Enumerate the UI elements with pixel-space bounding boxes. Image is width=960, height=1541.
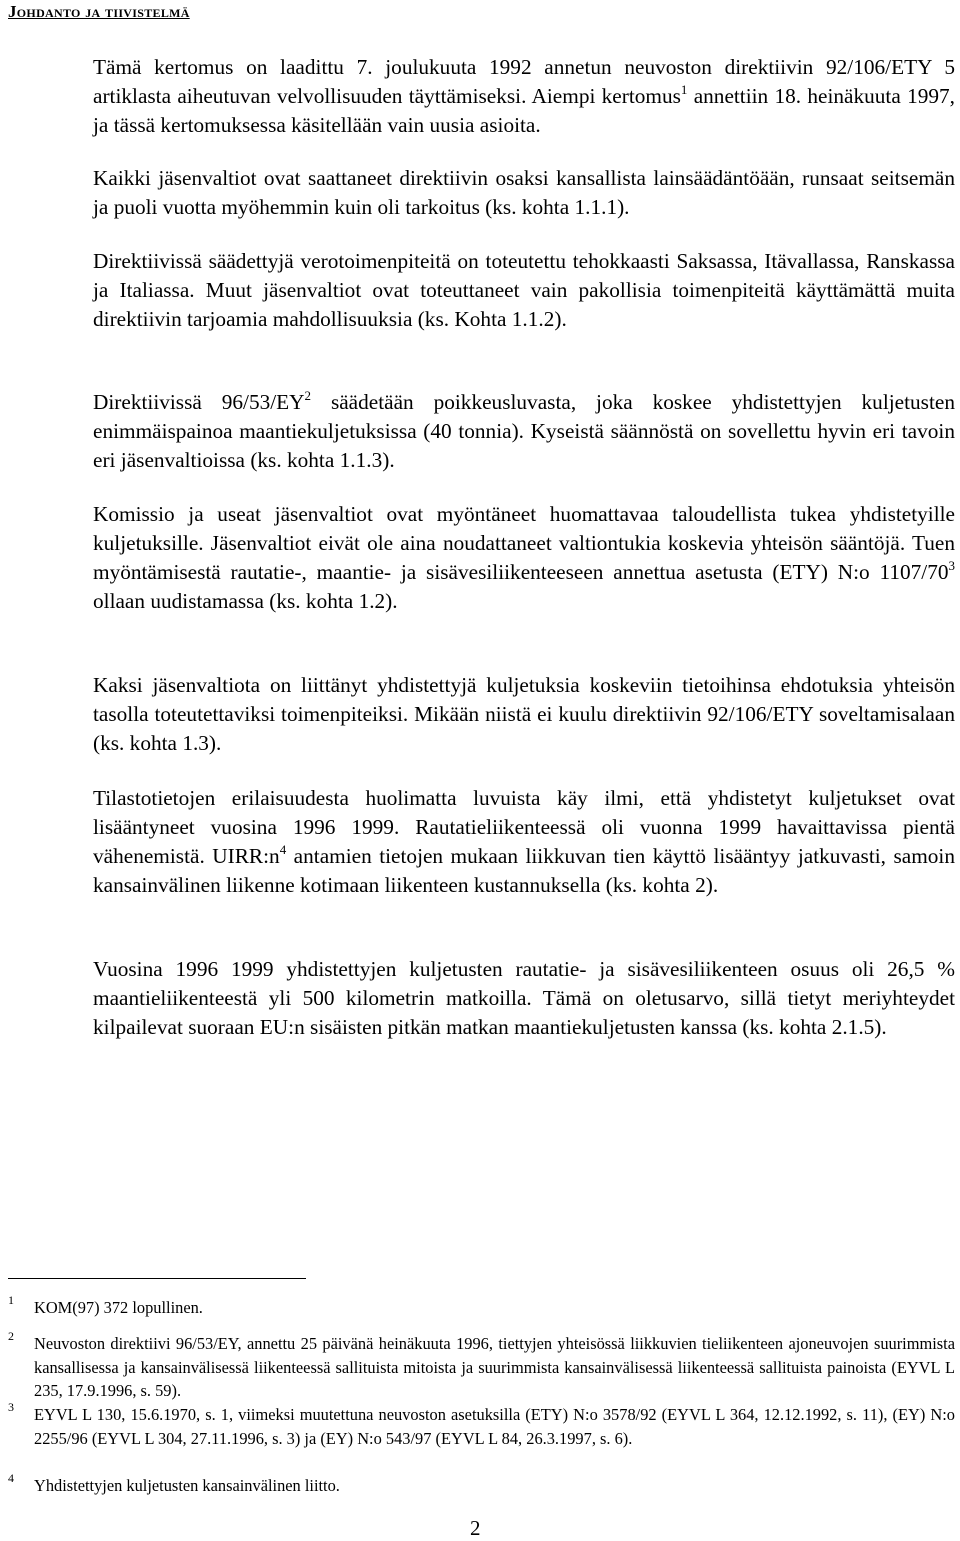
footnote [8, 1400, 955, 1450]
paragraph-weight-derogation: Direktiivissä $96/53/EY^2$ säädetään poikkeusluvasta, joka koskee yhdistettyjen kuljetusten enimmäispainoa maantiekuljetuksissa (40 tonnia). Kyseistä säännöstä on sovellettu hyvin eri tavoin eri jäsenvaltioissa (ks. kohta 1.1.3). [93, 388, 955, 472]
footnote-ref-2: 2 [304, 388, 312, 403]
paragraph-financial-support: Komissio ja useat jäsenvaltiot ovat myöntäneet huomattavaa taloudellista tukea yhdistetyille kuljetuksille. Jäsenvaltiot eivät ole aina noudattaneet valtiontukia koskevia yhteisön sääntöjä. Tuen myöntämisestä rautatie-, maantie- ja sisävesiliikenteeseen annettua asetusta (ETY) N:o $1107/70^3$ ollaan uudistamassa (ks. kohta 1.2). [93, 502, 955, 613]
footnote-text: Neuvoston direktiivi 96/53/EY, annettu 25 päivänä heinäkuuta 1996, tiettyjen yhteisössä liikkuvien tieliikenteen ajoneuvojen suurimmista kansallisessa ja kansainvälisessä liikenteessä sallituista mitoista ja suurimmista kansainvälisessä liikenteessä sallituista painoista (EYVL L 235, 17.9.1996, s. 59). [34, 1334, 955, 1400]
footnote-ref-3: 3 [948, 558, 955, 573]
paragraph-modal-share: Vuosina 1996 1999 yhdistettyjen kuljetusten rautatie- ja sisävesiliikenteen osuus oli 26,5 % maantieliikenteestä yli 500 kilometrin matkoilla. Tämä on oletusarvo, sillä tietyt meriyhteydet kilpailevat suoraan EU:n sisäisten pitkän matkan maantiekuljetusten kanssa (ks. kohta 2.1.5). [93, 957, 955, 1039]
footnote-text: Yhdistettyjen kuljetusten kansainvälinen liitto. [34, 1476, 340, 1495]
footnote-text: KOM(97) 372 lopullinen. [34, 1298, 203, 1317]
paragraph-community-proposals: Kaksi jäsenvaltiota on liittänyt yhdistettyjä kuljetuksia koskeviin tietoihinsa ehdotuksia yhteisön tasolla toteutettaviksi toimenpiteiksi. Mikään niistä ei kuulu direktiivin 92/106/ETY soveltamisalaan (ks. kohta 1.3). [93, 673, 955, 755]
paragraph-statistics: Tilastotietojen erilaisuudesta huolimatta luvuista käy ilmi, että yhdistetyt kuljetukset ovat lisääntyneet vuosina 1996 1999. Rautatieliikenteessä oli vuonna 1999 havaittavissa pientä vähenemistä. $UIRR:n^4$ antamien tietojen mukaan liikkuvan tien käyttö lisääntyy jatkuvasti, samoin kansainvälinen liikenne kotimaan liikenteen kustannuksella (ks. kohta 2). [93, 786, 955, 897]
footnote-number: 2 [8, 1329, 14, 1343]
footnote-number: 4 [8, 1471, 14, 1485]
footnote-number: 1 [8, 1293, 14, 1307]
footnote-ref-4: 4 [279, 842, 287, 857]
footnote-number: 3 [8, 1400, 14, 1414]
footnote-text: EYVL L 130, 15.6.1970, s. 1, viimeksi muutettuna neuvoston asetuksilla (ETY) N:o 3578/92 (EYVL L 364, 12.12.1992, s. 11), (EY) N:o 2255/96 (EYVL L 304, 27.11.1996, s. 3) ja (EY) N:o 543/97 (EYVL L 84, 26.3.1997, s. 6). [34, 1405, 955, 1448]
footnote-divider [8, 1278, 306, 1279]
paragraph-report-basis: Tämä kertomus on laadittu 7. joulukuuta 1992 annetun neuvoston direktiivin 92/106/ETY 5 artiklasta aiheutuvan velvollisuuden täyttämiseksi. Aiempi kertomus$^1$ annettiin 18. heinäkuuta 1997, ja tässä kertomuksessa käsitellään vain uusia asioita. [93, 55, 955, 137]
footnote-ref-1: 1 [680, 82, 688, 97]
footnote [8, 1329, 955, 1403]
section-heading: Johdanto ja tiivistelmä [8, 2, 190, 21]
paragraph-tax-measures: Direktiivissä säädettyjä verotoimenpiteitä on toteutettu tehokkaasti Saksassa, Itävallassa, Ranskassa ja Italiassa. Muut jäsenvaltiot ovat toteuttaneet vain pakollisia toimenpiteitä käyttämättä muita direktiivin tarjoamia mahdollisuuksia (ks. Kohta 1.1.2). [93, 249, 955, 331]
paragraph-transposition: Kaikki jäsenvaltiot ovat saattaneet direktiivin osaksi kansallista lainsäädäntöään, runsaat seitsemän ja puoli vuotta myöhemmin kuin oli tarkoitus (ks. kohta 1.1.1). [93, 166, 955, 219]
footnote [8, 1471, 955, 1498]
footnote [8, 1293, 955, 1320]
page-number: 2 [470, 1516, 481, 1540]
